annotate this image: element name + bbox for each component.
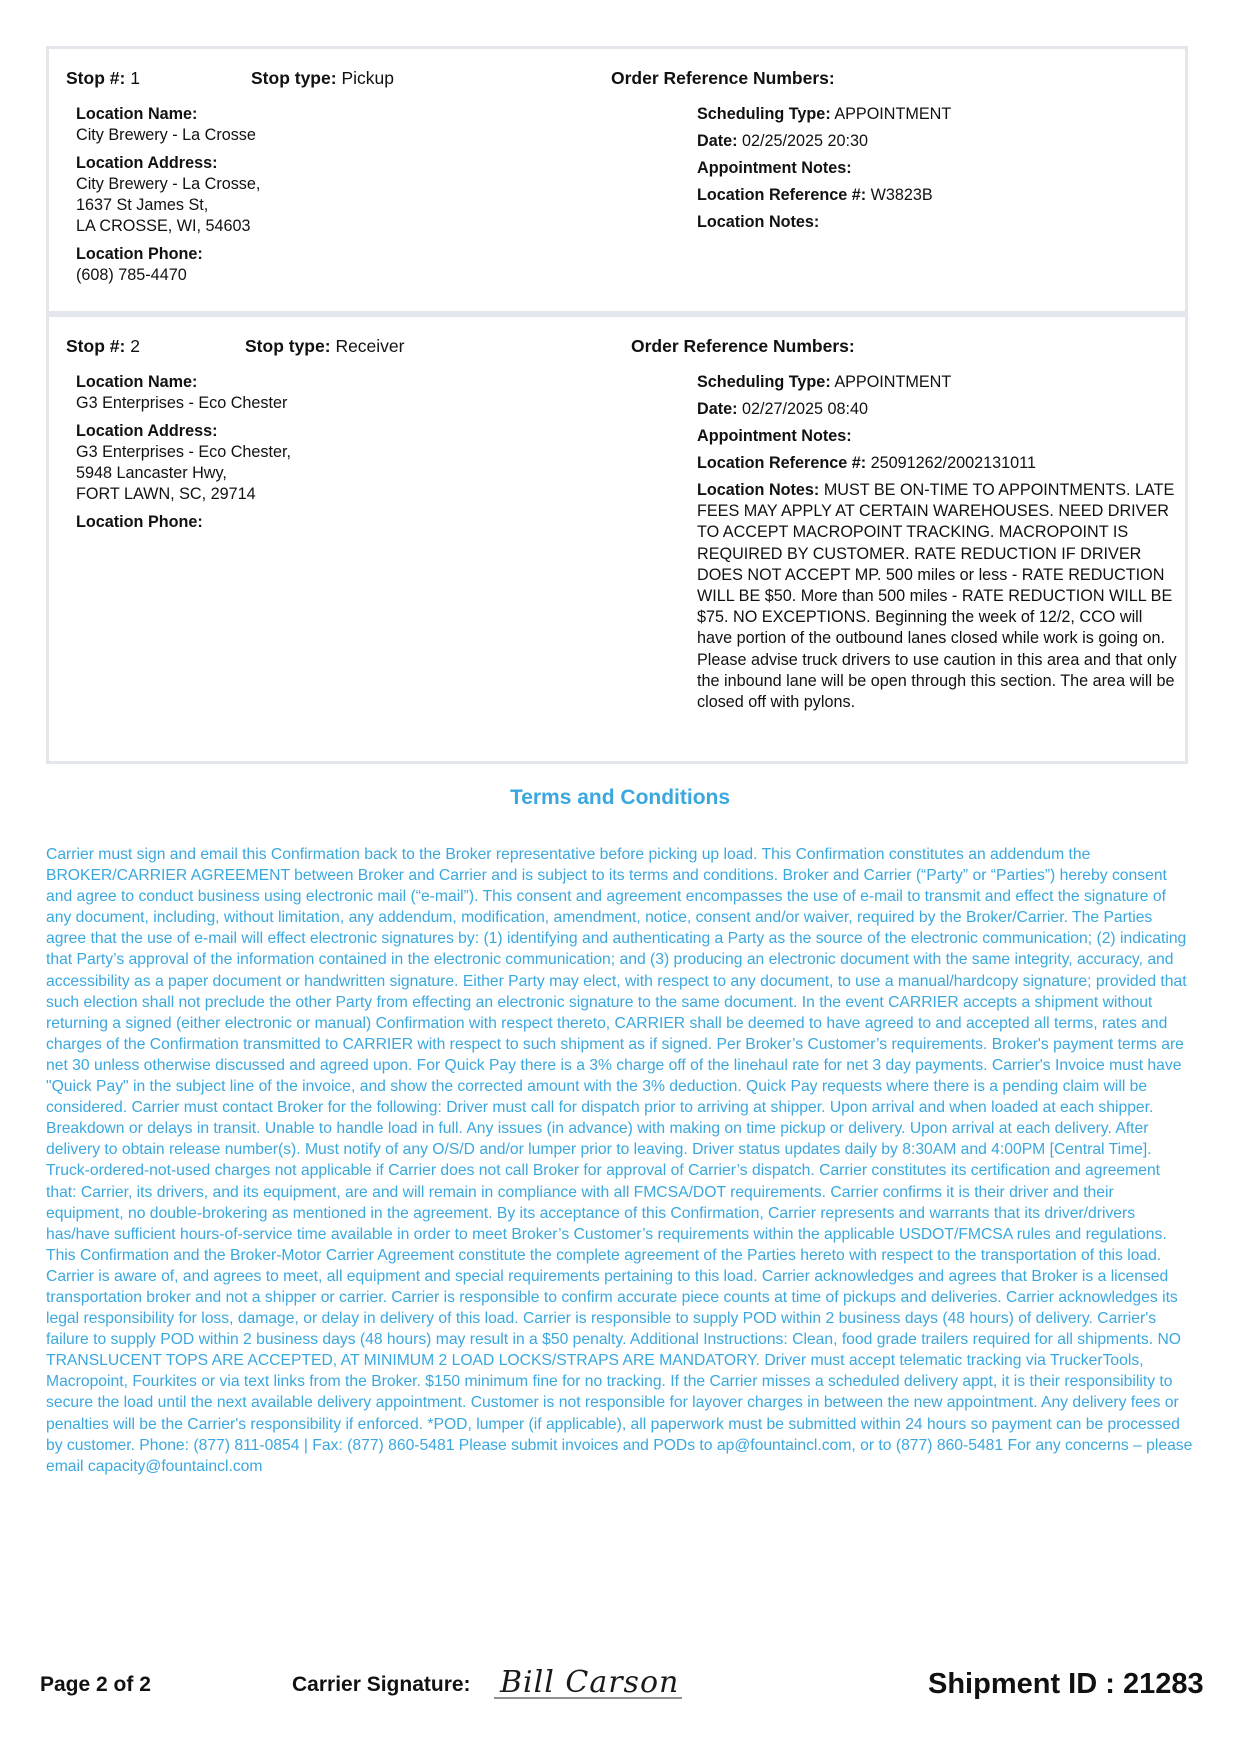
stop-number xyxy=(66,68,140,89)
order-reference-heading: Order Reference Numbers: xyxy=(611,68,835,88)
location-notes-value: MUST BE ON-TIME TO APPOINTMENTS. LATE FEES MAY APPLY AT CERTAIN WAREHOUSES. NEED DRIVER TO ACCEPT MACROPOINT TRACKING. MACROPOINT IS REQUIRED BY CUSTOMER. RATE REDUCTION IF DRIVER DOES NOT ACCEPT MP. 500 miles or less - RATE REDUCTION WILL BE $50. More than 500 miles - RATE REDUCTION WILL BE $75. NO EXCEPTIONS. Beginning the week of 12/2, CCO will have portion of the outbound lanes closed while work is going on. Please advise truck drivers to use caution in this area and that only the inbound lane will be open through this section. The area will be closed off with pylons. xyxy=(697,481,1177,712)
location-column xyxy=(76,104,496,293)
location-phone-label: Location Phone: xyxy=(76,245,203,263)
scheduling-type-value: APPOINTMENT xyxy=(834,373,952,391)
appointment-notes xyxy=(697,426,1177,447)
location-notes xyxy=(697,212,1177,233)
location-notes-label: Location Notes: xyxy=(697,213,820,231)
address-line: FORT LAWN, SC, 29714 xyxy=(76,485,256,503)
stop-type xyxy=(245,336,405,357)
carrier-signature-label: Carrier Signature: xyxy=(292,1673,471,1696)
location-column xyxy=(76,372,496,540)
appointment-notes-label: Appointment Notes: xyxy=(697,427,852,445)
scheduling-type-value: APPOINTMENT xyxy=(834,105,952,123)
appointment-date xyxy=(697,131,1177,152)
shipment-id: Shipment ID : 21283 xyxy=(928,1668,1204,1700)
location-phone-value: (608) 785-4470 xyxy=(76,266,187,284)
location-reference-label: Location Reference #: xyxy=(697,454,867,472)
address-line: G3 Enterprises - Eco Chester, xyxy=(76,443,292,461)
signature-text: Bill Carson xyxy=(500,1665,680,1700)
carrier-signature-image xyxy=(492,1658,688,1702)
location-phone xyxy=(76,244,496,286)
date-label: Date: xyxy=(697,132,738,150)
location-address-label: Location Address: xyxy=(76,422,218,440)
address-line: 1637 St James St, xyxy=(76,196,209,214)
date-value: 02/25/2025 20:30 xyxy=(741,132,869,150)
stop-card-2 xyxy=(46,314,1188,764)
page-number: Page 2 of 2 xyxy=(40,1673,151,1696)
location-notes-label: Location Notes: xyxy=(697,481,820,499)
stop-type-value: Pickup xyxy=(341,68,394,88)
address-line: 5948 Lancaster Hwy, xyxy=(76,464,227,482)
terms-title: Terms and Conditions xyxy=(509,786,731,809)
stop-number xyxy=(66,336,140,357)
location-address xyxy=(76,153,496,237)
location-name-value: G3 Enterprises - Eco Chester xyxy=(76,394,288,412)
stop-number-value: 2 xyxy=(130,336,140,356)
scheduling-column xyxy=(697,372,1177,719)
scheduling-type xyxy=(697,372,1177,393)
address-line: City Brewery - La Crosse, xyxy=(76,175,261,193)
appointment-notes-label: Appointment Notes: xyxy=(697,159,852,177)
order-reference-heading: Order Reference Numbers: xyxy=(631,336,855,356)
scheduling-type-label: Scheduling Type: xyxy=(697,105,831,123)
location-address xyxy=(76,421,496,505)
terms-body: Carrier must sign and email this Confirmation back to the Broker representative before picking up load. This Confirmation constitutes an addendum the BROKER/CARRIER AGREEMENT between Broker and Carrier and is subject to its terms and conditions. Broker and Carrier (“Party” or “Parties”) hereby consent and agree to conduct business using electronic mail (“e-mail”). This consent and agreement encompasses the use of e-mail to transmit and effect the signature of any document, including, without limitation, any addendum, modification, amendment, notice, consent and/or waiver, required by the Broker/Carrier. The Parties agree that the use of e-mail will effect electronic signatures by: (1) identifying and authenticating a Party as the source of the electronic communication; (2) indicating that Party’s approval of the information contained in the electronic communication; and (3) producing an electronic document with the same integrity, accuracy, and accessibility as a paper document or handwritten signature. Either Party may elect, with respect to any document, to use a manual/hardcopy signature; provided that such election shall not preclude the other Party from effecting an electronic signature to the same document. In the event CARRIER accepts a shipment without returning a signed (either electronic or manual) Confirmation with respect thereto, CARRIER shall be deemed to have agreed to and accepted all terms, rates and charges of the Confirmation transmitted to CARRIER with respect to such shipment as if signed. Per Broker’s Customer’s requirements. Broker's payment terms are net 30 unless otherwise discussed and agreed upon. For Quick Pay there is a 3% charge off of the linehaul rate for net 3 day payments. Carrier's Invoice must have "Quick Pay" in the subject line of the invoice, and show the corrected amount with the 3% deduction. Quick Pay requests where there is a pending claim will be considered. Carrier must contact Broker for the following: Driver must call for dispatch prior to arriving at shipper. Upon arrival and when loaded at each shipper. Breakdown or delays in transit. Unable to handle load in full. Any issues (in advance) with making on time pickup or delivery. Upon arrival at each delivery. After delivery to obtain release number(s). Must notify of any O/S/D and/or lumper prior to leaving. Driver status updates daily by 8:30AM and 4:00PM [Central Time]. Truck-ordered-not-used charges not applicable if Carrier does not call Broker for approval of Carrier’s dispatch. Carrier constitutes its certification and agreement that: Carrier, its drivers, and its equipment, are and will remain in compliance with all FMCSA/DOT requirements. Carrier confirms it is their driver and their equipment, no double-brokering as mentioned in the agreement. By its acceptance of this Confirmation, Carrier represents and warrants that its driver/drivers has/have sufficient hours-of-service time available in order to meet Broker’s Customer’s requirements within the applicable USDOT/FMCSA rules and regulations. This Confirmation and the Broker-Motor Carrier Agreement constitute the complete agreement of the Parties hereto with respect to the transportation of this load. Carrier is aware of, and agrees to meet, all equipment and special requirements pertaining to this load. Carrier acknowledges and agrees that Broker is a licensed transportation broker and not a shipper or carrier. Carrier is responsible to confirm accurate piece counts at time of pickups and deliveries. Carrier acknowledges its legal responsibility for loss, damage, or delay in delivery of this load. Carrier is responsible to supply POD within 2 business days (48 hours) of delivery. Carrier's failure to supply POD within 2 business days (48 hours) may result in a $50 penalty. Additional Instructions: Clean, food grade trailers required for all shipments. NO TRANSLUCENT TOPS ARE ACCEPTED, AT MINIMUM 2 LOAD LOCKS/STRAPS ARE MANDATORY. Driver must accept telematic tracking via TruckerTools, Macropoint, Fourkites or via text links from the Broker. $150 minimum fine for no tracking. If the Carrier misses a scheduled delivery appt, it is their responsibility to secure the load until the next available delivery appointment. Customer is not responsible for layover charges in between the new appointment. Any delivery fees or penalties will be the Carrier's responsibility if enforced. *POD, lumper (if applicable), all paperwork must be submitted within 24 hours so payment can be processed by customer. Phone: (877) 811-0854 | Fax: (877) 860-5481 Please submit invoices and PODs to ap@fountaincl.com, or to (877) 860-5481 For any concerns – please email capacity@fountaincl.com xyxy=(46,846,1193,1475)
date-value: 02/27/2025 08:40 xyxy=(741,400,869,418)
appointment-notes xyxy=(697,158,1177,179)
location-reference xyxy=(697,453,1177,474)
appointment-date xyxy=(697,399,1177,420)
stop-number-label: Stop #: xyxy=(66,336,126,356)
location-reference-label: Location Reference #: xyxy=(697,186,867,204)
scheduling-column xyxy=(697,104,1177,239)
location-reference-value: 25091262/2002131011 xyxy=(870,454,1036,472)
location-phone-label: Location Phone: xyxy=(76,513,203,531)
location-name xyxy=(76,104,496,146)
location-name-label: Location Name: xyxy=(76,373,198,391)
stop-type xyxy=(251,68,394,89)
date-label: Date: xyxy=(697,400,738,418)
location-reference xyxy=(697,185,1177,206)
scheduling-type-label: Scheduling Type: xyxy=(697,373,831,391)
stop-number-value: 1 xyxy=(130,68,140,88)
stop-type-label: Stop type: xyxy=(251,68,337,88)
location-address-label: Location Address: xyxy=(76,154,218,172)
scheduling-type xyxy=(697,104,1177,125)
address-line: LA CROSSE, WI, 54603 xyxy=(76,217,251,235)
stop-type-label: Stop type: xyxy=(245,336,331,356)
location-name-label: Location Name: xyxy=(76,105,198,123)
location-name xyxy=(76,372,496,414)
stop-number-label: Stop #: xyxy=(66,68,126,88)
stop-card-1 xyxy=(46,46,1188,314)
location-reference-value: W3823B xyxy=(870,186,933,204)
stop-type-value: Receiver xyxy=(335,336,405,356)
location-notes xyxy=(697,480,1177,713)
location-phone xyxy=(76,512,496,533)
location-name-value: City Brewery - La Crosse xyxy=(76,126,256,144)
